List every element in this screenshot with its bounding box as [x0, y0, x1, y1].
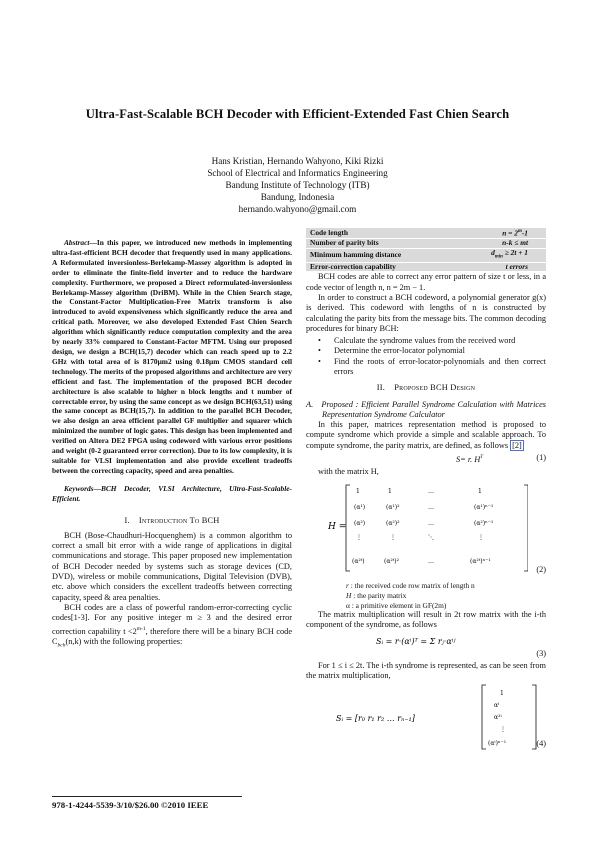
svg-text:(α²ᵗ)ⁿ⁻¹: (α²ᵗ)ⁿ⁻¹	[470, 558, 491, 566]
abstract	[52, 238, 292, 476]
table-cell-label: Error-correction capability	[306, 262, 457, 272]
section-1-heading	[52, 516, 292, 526]
variable-definitions	[306, 581, 546, 610]
table-cell-value: n-k ≤ mt	[457, 239, 546, 249]
definition-h: H : the parity matrix	[346, 590, 407, 600]
svg-text:⋮: ⋮	[478, 534, 484, 542]
syndrome-sum-figure	[376, 631, 516, 651]
svg-text:αⁱ: αⁱ	[494, 702, 500, 710]
bullet-icon: •	[318, 336, 321, 346]
intro-paragraph-1: BCH (Bose-Chaudhuri-Hocquenghem) is a common algorithm to correct a small bit error with a wide range of applications in digital communications and storage. This paper proposed new implementation of BCH Decoder needed by systems such as storage devices (CD, DVD), wireless or mobile communications, Digital Television (DVB), etc. above which considers the excellent tradeoffs between correcting capacity, speed & area penalties.	[52, 530, 292, 602]
svg-text:…: …	[428, 488, 434, 496]
list-item: • Find the roots of error-locator-polynomials and then correct errors	[318, 356, 546, 376]
equation-2	[306, 477, 546, 581]
parity-matrix-figure	[328, 479, 528, 575]
svg-text:(αⁱ)ⁿ⁻¹: (αⁱ)ⁿ⁻¹	[488, 740, 507, 748]
list-item: • Determine the error-locator polynomial	[318, 346, 465, 356]
svg-text:(α¹)²: (α¹)²	[386, 504, 400, 512]
table-cell-value: t errors	[457, 262, 546, 272]
equation-1-body: S= r. $H^T$	[456, 454, 484, 464]
intro-p2-part-c: (n,k) with the following properties:	[65, 636, 183, 646]
svg-text:…: …	[428, 558, 434, 566]
table-row	[306, 239, 546, 249]
svg-text:⋮: ⋮	[500, 726, 506, 734]
section-2-heading	[306, 383, 546, 393]
affiliation-line-1: School of Electrical and Informatics Engineering	[207, 168, 388, 178]
definition-r: r : the received code row matrix of length n	[346, 581, 475, 591]
author-email: hernando.wahyono@gmail.com	[238, 204, 357, 214]
left-column	[52, 238, 292, 651]
subsection-a-title: Proposed : Efficient Parallel Syndrome Calculation with Matrices Representation Syndrome Calculator	[321, 399, 546, 419]
svg-text:Sᵢ = r·(αⁱ)ᵀ = Σ rⱼ·αⁱʲ: Sᵢ = r·(αⁱ)ᵀ = Σ rⱼ·αⁱʲ	[376, 636, 456, 646]
equation-4	[306, 683, 546, 755]
equation-4-number: (4)	[536, 739, 546, 749]
svg-text:(α²ᵗ)²: (α²ᵗ)²	[384, 558, 400, 566]
svg-text:Sᵢ = [r₀ r₁ r₂ … rₙ₋₁]: Sᵢ = [r₀ r₁ r₂ … rₙ₋₁]	[336, 714, 415, 724]
abstract-text: —In this paper, we introduced new methods in implementing ultra-fast-efficient BCH decoder that frequently used in many applications. A Reformulated inversionless-Berlekamp-Massey algorithm is adopted in order to eliminate the finite-field inverter and to reduce the hardware complexity. Furthermore, we proposed a Direct reformulated-inversionless Berlekamp-Massey algorithm (DriBM). While in the Chien Search stage, the Constant-Factor Multiplication-Free Matrix transform is also introduced to avoid expensiveness which significantly reduce the area and critical path. Moreover, we also developed Extended Fast Chien Search algorithm which significantly reduce computation complexity and the area by nearly 33% compared to Constant-Factor MFTM. Using our proposed design, we design a BCH(15,7) decoder which can reach speed up to 2.2 GHz with total area of is 8170μm2 using 0.18μm CMOS standard cell technology. The merits of the proposed algorithms and architecture are very efficient and fast. The implementation of the proposed BCH decoder architecture is also scalable to higher n block lengths and t number of correctable error, by using the same concept as we design BCH(63,51) using the same concept as BCH(15,7). In addition to the parallel BCH Decoder, we also design an area efficient parallel GF multiplier and squarer which minimized the number of logic gates. This design has been implemented and verified on Altera DE2 FPGA using codeword with various error positions and weight (0-2 guaranteed error correction). Due to its low complexity, it is suitable for VLSI implementation and also provide excellent tradeoffs between the correcting capacity, speed and area penalties.	[52, 238, 292, 475]
table-cell-label: Code length	[306, 228, 457, 239]
equation-3-number: (3)	[536, 648, 546, 658]
intro-p2-part-a: BCH codes are a class of powerful random-error-correcting cyclic codes[1-3]. For any positive integer m ≥ 3 and the desired error correction capability t <2	[52, 602, 292, 636]
right-column	[306, 228, 546, 755]
equation-1	[306, 453, 546, 467]
author-city: Bandung, Indonesia	[260, 192, 335, 202]
svg-text:H =: H =	[328, 522, 347, 533]
equation-2-number: (2)	[536, 565, 546, 575]
table-cell-label: Minimum hamming distance	[306, 248, 457, 262]
list-item: • Calculate the syndrome values from the received word	[318, 336, 516, 346]
bullet-icon: •	[318, 356, 321, 366]
svg-text:(α²ᵗ): (α²ᵗ)	[352, 558, 365, 566]
table-row	[306, 262, 546, 272]
subsection-a-heading	[306, 400, 546, 421]
syndrome-vector-figure	[336, 683, 546, 753]
section-1-title: Introduction To BCH	[138, 515, 220, 525]
section-2-paragraph-3: For 1 ≤ i ≤ 2t. The i-th syndrome is represented, as can be seen from the matrix multiplication,	[306, 660, 546, 681]
equation-3	[306, 631, 546, 661]
paper-title: Ultra-Fast-Scalable BCH Decoder with Efficient-Extended Fast Chien Search	[85, 107, 510, 121]
svg-text:⋱: ⋱	[428, 534, 434, 542]
svg-text:1: 1	[388, 488, 392, 496]
table-cell-value: $n = 2^m-1$	[457, 228, 546, 239]
right-paragraph-1: BCH codes are able to correct any error pattern of size t or less, in a code vector of length n, n = 2m − 1.	[306, 272, 546, 292]
definition-alpha: α : a primitive element in GF(2m)	[346, 600, 447, 610]
table-cell-value: $d_{min} \ge 2t + 1$	[457, 248, 546, 262]
section-2-paragraph-1: In this paper, matrices representation method is proposed to compute syndrome which provide a simple and scalable approach. To compute syndrome, the parity matrix, are defined, as follows [2]	[306, 420, 546, 450]
section-2-number: II.	[376, 383, 386, 393]
svg-text:(α¹)ⁿ⁻¹: (α¹)ⁿ⁻¹	[474, 504, 494, 512]
intro-p2-part-b: , therefore there will be a binary BCH code C	[52, 626, 292, 646]
table-cell-label: Number of parity bits	[306, 239, 457, 249]
svg-text:(α²): (α²)	[354, 520, 366, 528]
intro-paragraph-2: BCH codes are a class of powerful random-error-correcting cyclic codes[1-3]. For any positive integer m ≥ 3 and the desired error correction capability $t <2^{m-1}$, therefore there will be a binary BCH code $C_{bch}(n,k)$ with the following properties:	[52, 602, 292, 649]
svg-text:⋮: ⋮	[390, 534, 396, 542]
table-row	[306, 228, 546, 239]
svg-text:1: 1	[500, 690, 504, 698]
footer-divider	[52, 796, 242, 797]
affiliation-line-2: Bandung Institute of Technology (ITB)	[225, 180, 370, 190]
decoding-steps-list	[306, 336, 546, 377]
svg-text:…: …	[428, 520, 434, 528]
bullet-icon: •	[318, 346, 321, 356]
keywords: Keywords—BCH Decoder, VLSI Architecture, Ultra-Fast-Scalable-Efficient.	[52, 483, 292, 503]
abstract-label: Abstract	[64, 238, 90, 247]
svg-text:α²ⁱ: α²ⁱ	[494, 714, 502, 722]
section-2-paragraph-2: The matrix multiplication will result in 2t row matrix with the i-th component of the syndrome, as follows	[306, 610, 546, 630]
subsection-a-label: A.	[306, 399, 314, 409]
svg-text:(α²)²: (α²)²	[386, 520, 400, 528]
svg-text:(α²)ⁿ⁻¹: (α²)ⁿ⁻¹	[474, 520, 494, 528]
svg-text:(α¹): (α¹)	[354, 504, 366, 512]
equation-1-number: (1)	[536, 453, 546, 463]
svg-text:1: 1	[478, 488, 482, 496]
right-paragraph-2: In order to construct a BCH codeword, a polynomial generator g(x) is derived. This codeword with lengths of n is constructed by calculating the parity bits from the message bits. The common decoding procedures for binary BCH:	[306, 292, 546, 333]
table-row	[306, 248, 546, 262]
with-matrix-h-label: with the matrix H,	[318, 467, 379, 477]
author-names: Hans Kristian, Hernando Wahyono, Kiki Rizki	[211, 156, 384, 166]
svg-text:…: …	[428, 504, 434, 512]
section-2-title: Proposed BCH Design	[394, 383, 476, 393]
svg-text:1: 1	[356, 488, 360, 496]
bch-properties-table	[306, 228, 546, 272]
copyright-footer: 978-1-4244-5539-3/10/$26.00 ©2010 IEEE	[52, 800, 209, 810]
section-1-number: I.	[124, 515, 130, 525]
reference-link[interactable]: [2]	[512, 440, 522, 450]
svg-text:⋮: ⋮	[356, 534, 362, 542]
